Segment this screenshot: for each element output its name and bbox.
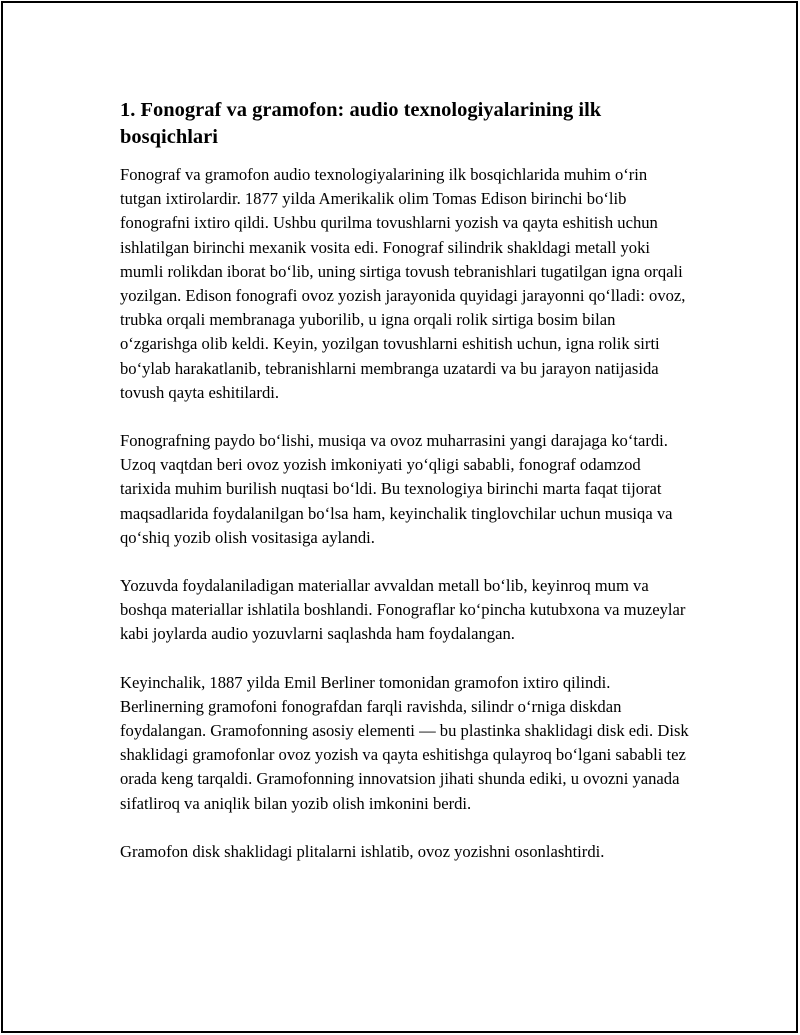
paragraph-1: Fonograf va gramofon audio texnologiyalarining ilk bosqichlarida muhim o‘rin tutgan ixtirolardir. 1877 yilda Amerikalik olim Tomas Edison birinchi bo‘lib fonografni ixtiro qildi. Ushbu qurilma tovushlarni yozish va qayta eshitish uchun ishlatilgan birinchi mexanik vosita edi. Fonograf silindrik shakldagi metall yoki mumli rolikdan iborat bo‘lib, uning sirtiga tovush tebranishlari tugatilgan igna orqali yozilgan. Edison fonografi ovoz yozish jarayonida quyidagi jarayonni qo‘lladi: ovoz, trubka orqali membranaga yuborilib, u igna orqali rolik sirtiga bosim bilan o‘zgarishga olib keldi. Keyin, yozilgan tovushlarni eshitish uchun, igna rolik sirti bo‘ylab harakatlanib, tebranishlarni membranga uzatardi va bu jarayon natijasida tovush qayta eshitilardi.	[120, 165, 686, 402]
paragraph-2: Fonografning paydo bo‘lishi, musiqa va ovoz muharrasini yangi darajaga ko‘tardi. Uzoq vaqtdan beri ovoz yozish imkoniyati yo‘qligi sababli, fonograf odamzod tarixida muhim burilish nuqtasi bo‘ldi. Bu texnologiya birinchi marta faqat tijorat maqsadlarida foydalanilgan bo‘lsa ham, keyinchalik tinglovchilar uchun musiqa va qo‘shiq yozib olish vositasiga aylandi.	[120, 431, 673, 547]
paragraph-3: Yozuvda foydalaniladigan materiallar avvaldan metall bo‘lib, keyinroq mum va boshqa materiallar ishlatila boshlandi. Fonograflar ko‘pincha kutubxona va muzeylar kabi joylarda audio yozuvlarni saqlashda ham foydalangan.	[120, 576, 686, 644]
paragraph-5: Gramofon disk shaklidagi plitalarni ishlatib, ovoz yozishni osonlashtirdi.	[120, 841, 605, 861]
page-frame	[1, 1, 798, 1033]
document-body	[120, 97, 690, 888]
section-title: 1. Fonograf va gramofon: audio texnologiyalarining ilk bosqichlari	[120, 99, 602, 148]
paragraph-4: Keyinchalik, 1887 yilda Emil Berliner tomonidan gramofon ixtiro qilindi. Berlinerning gramofoni fonografdan farqli ravishda, silindr o‘rniga diskdan foydalangan. Gramofonning asosiy elementi — bu plastinka shaklidagi disk edi. Disk shaklidagi gramofonlar ovoz yozish va qayta eshitishga qulayroq bo‘lgani sababli tez orada keng tarqaldi. Gramofonning innovatsion jihati shunda ediki, u ovozni yanada sifatliroq va aniqlik bilan yozib olish imkonini berdi.	[120, 672, 689, 813]
